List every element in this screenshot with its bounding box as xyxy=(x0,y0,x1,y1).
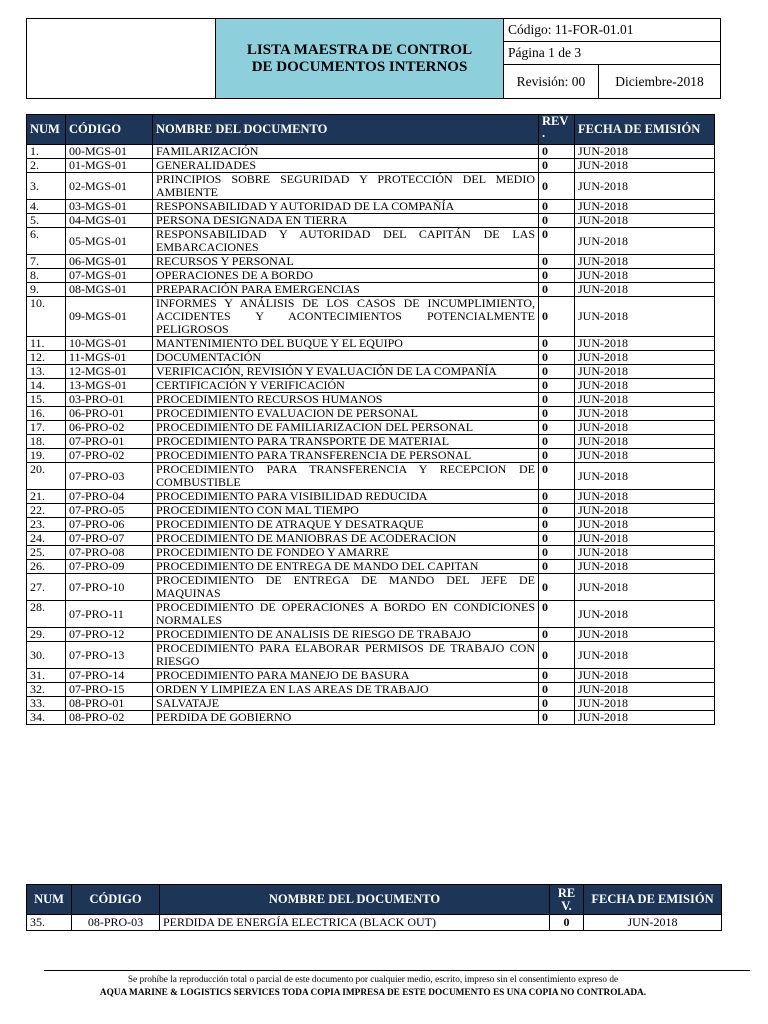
cell-num: 4. xyxy=(27,200,66,214)
column-header-rev xyxy=(550,885,584,915)
column-header-rev-text: REV . xyxy=(542,114,569,140)
cell-num: 24. xyxy=(27,532,66,546)
cell-date: JUN-2018 xyxy=(575,159,715,173)
cell-rev: 0 xyxy=(539,159,575,173)
table-row xyxy=(27,421,715,435)
table-row xyxy=(27,159,715,173)
cell-num: 21. xyxy=(27,490,66,504)
cell-date: JUN-2018 xyxy=(575,269,715,283)
document-title xyxy=(216,19,504,99)
cell-rev: 0 xyxy=(539,711,575,725)
revision-number: Revisión: 00 xyxy=(504,65,599,99)
table-row xyxy=(27,711,715,725)
cell-code: 11-MGS-01 xyxy=(66,351,153,365)
cell-date: JUN-2018 xyxy=(575,379,715,393)
cell-name: PERSONA DESIGNADA EN TIERRA xyxy=(153,214,539,228)
table-row xyxy=(27,518,715,532)
cell-rev: 0 xyxy=(539,683,575,697)
table-row xyxy=(27,697,715,711)
cell-date: JUN-2018 xyxy=(575,200,715,214)
table-row xyxy=(27,504,715,518)
table-row xyxy=(27,351,715,365)
cell-code: 06-PRO-01 xyxy=(66,407,153,421)
cell-code: 08-MGS-01 xyxy=(66,283,153,297)
cell-code: 07-PRO-07 xyxy=(66,532,153,546)
cell-name: PROCEDIMIENTO PARA VISIBILIDAD REDUCIDA xyxy=(153,490,539,504)
cell-rev: 0 xyxy=(539,379,575,393)
cell-date: JUN-2018 xyxy=(575,393,715,407)
cell-name: PROCEDIMIENTO DE ANALISIS DE RIESGO DE TRABAJO xyxy=(153,628,539,642)
cell-date: JUN-2018 xyxy=(575,669,715,683)
table-row xyxy=(27,669,715,683)
cell-date: JUN-2018 xyxy=(584,915,722,931)
cell-code: 01-MGS-01 xyxy=(66,159,153,173)
footer-divider xyxy=(44,970,750,971)
cell-num: 15. xyxy=(27,393,66,407)
table-row xyxy=(27,532,715,546)
cell-name: PROCEDIMIENTO PARA TRANSFERENCIA DE PERSONAL xyxy=(153,449,539,463)
cell-name: PROCEDIMIENTO DE FAMILIARIZACION DEL PERSONAL xyxy=(153,421,539,435)
cell-code: 03-MGS-01 xyxy=(66,200,153,214)
cell-date: JUN-2018 xyxy=(575,297,715,337)
cell-date: JUN-2018 xyxy=(575,228,715,255)
cell-date: JUN-2018 xyxy=(575,337,715,351)
documents-table xyxy=(26,114,715,725)
cell-name: PROCEDIMIENTO DE MANIOBRAS DE ACODERACION xyxy=(153,532,539,546)
cell-num: 11. xyxy=(27,337,66,351)
cell-num: 14. xyxy=(27,379,66,393)
cell-num: 23. xyxy=(27,518,66,532)
cell-num: 10. xyxy=(27,297,66,337)
cell-code: 03-PRO-01 xyxy=(66,393,153,407)
cell-date: JUN-2018 xyxy=(575,628,715,642)
cell-name: PREPARACIÓN PARA EMERGENCIAS xyxy=(153,283,539,297)
table-row xyxy=(27,490,715,504)
cell-name: INFORMES Y ANÁLISIS DE LOS CASOS DE INCUMPLIMIENTO, ACCIDENTES Y ACONTECIMIENTOS POTENCIALMENTE PELIGROSOS xyxy=(153,297,539,337)
cell-num: 2. xyxy=(27,159,66,173)
cell-name: RECURSOS Y PERSONAL xyxy=(153,255,539,269)
cell-date: JUN-2018 xyxy=(575,421,715,435)
cell-date: JUN-2018 xyxy=(575,173,715,200)
cell-rev: 0 xyxy=(539,560,575,574)
cell-date: JUN-2018 xyxy=(575,532,715,546)
cell-num: 7. xyxy=(27,255,66,269)
cell-num: 33. xyxy=(27,697,66,711)
document-header xyxy=(26,18,721,99)
cell-code: 10-MGS-01 xyxy=(66,337,153,351)
cell-date: JUN-2018 xyxy=(575,504,715,518)
cell-rev: 0 xyxy=(539,269,575,283)
cell-name: PROCEDIMIENTO CON MAL TIEMPO xyxy=(153,504,539,518)
cell-name: PERDIDA DE GOBIERNO xyxy=(153,711,539,725)
cell-rev: 0 xyxy=(539,173,575,200)
cell-num: 5. xyxy=(27,214,66,228)
cell-name: PROCEDIMIENTO PARA ELABORAR PERMISOS DE TRABAJO CON RIESGO xyxy=(153,642,539,669)
cell-date: JUN-2018 xyxy=(575,642,715,669)
cell-name: OPERACIONES DE A BORDO xyxy=(153,269,539,283)
cell-rev: 0 xyxy=(539,697,575,711)
cell-name: PROCEDIMIENTO PARA TRANSPORTE DE MATERIAL xyxy=(153,435,539,449)
cell-rev: 0 xyxy=(539,407,575,421)
column-header-code: CÓDIGO xyxy=(66,115,153,145)
documents-table-continued-body xyxy=(27,915,722,931)
page-number: Página 1 de 3 xyxy=(504,42,721,65)
cell-date: JUN-2018 xyxy=(575,283,715,297)
cell-name: RESPONSABILIDAD Y AUTORIDAD DE LA COMPAÑÍA xyxy=(153,200,539,214)
cell-date: JUN-2018 xyxy=(575,214,715,228)
cell-code: 07-PRO-05 xyxy=(66,504,153,518)
cell-code: 08-PRO-01 xyxy=(66,697,153,711)
cell-date: JUN-2018 xyxy=(575,407,715,421)
cell-code: 00-MGS-01 xyxy=(66,145,153,159)
cell-date: JUN-2018 xyxy=(575,560,715,574)
cell-num: 6. xyxy=(27,228,66,255)
cell-name: PROCEDIMIENTO EVALUACION DE PERSONAL xyxy=(153,407,539,421)
table-row xyxy=(27,601,715,628)
cell-rev: 0 xyxy=(539,145,575,159)
table-row xyxy=(27,546,715,560)
cell-name: PERDIDA DE ENERGÍA ELECTRICA (BLACK OUT) xyxy=(160,915,550,931)
table-row xyxy=(27,228,715,255)
cell-code: 07-PRO-06 xyxy=(66,518,153,532)
cell-date: JUN-2018 xyxy=(575,601,715,628)
cell-date: JUN-2018 xyxy=(575,365,715,379)
cell-num: 31. xyxy=(27,669,66,683)
cell-date: JUN-2018 xyxy=(575,574,715,601)
cell-rev: 0 xyxy=(539,546,575,560)
cell-date: JUN-2018 xyxy=(575,490,715,504)
column-header-num: NUM xyxy=(27,885,72,915)
cell-code: 13-MGS-01 xyxy=(66,379,153,393)
table-row xyxy=(27,214,715,228)
cell-code: 07-PRO-13 xyxy=(66,642,153,669)
cell-date: JUN-2018 xyxy=(575,518,715,532)
cell-num: 32. xyxy=(27,683,66,697)
footer-notice: Se prohíbe la reproducción total o parcial de este documento por cualquier medio, escrito, impreso sin el consentimiento expreso de xyxy=(127,975,619,985)
cell-name: PROCEDIMIENTO DE ENTREGA DE MANDO DEL JEFE DE MAQUINAS xyxy=(153,574,539,601)
cell-num: 34. xyxy=(27,711,66,725)
cell-rev: 0 xyxy=(539,642,575,669)
cell-name: CERTIFICACIÓN Y VERIFICACIÓN xyxy=(153,379,539,393)
cell-name: VERIFICACIÓN, REVISIÓN Y EVALUACIÓN DE LA COMPAÑÍA xyxy=(153,365,539,379)
cell-code: 07-PRO-12 xyxy=(66,628,153,642)
cell-date: JUN-2018 xyxy=(575,449,715,463)
cell-rev: 0 xyxy=(539,628,575,642)
cell-date: JUN-2018 xyxy=(575,255,715,269)
cell-code: 07-MGS-01 xyxy=(66,269,153,283)
cell-num: 12. xyxy=(27,351,66,365)
cell-date: JUN-2018 xyxy=(575,145,715,159)
cell-num: 16. xyxy=(27,407,66,421)
cell-code: 05-MGS-01 xyxy=(66,228,153,255)
cell-num: 22. xyxy=(27,504,66,518)
cell-num: 30. xyxy=(27,642,66,669)
revision-date: Diciembre-2018 xyxy=(599,65,721,99)
column-header-rev xyxy=(539,115,575,145)
cell-code: 02-MGS-01 xyxy=(66,173,153,200)
table-row xyxy=(27,365,715,379)
cell-num: 26. xyxy=(27,560,66,574)
footer-copy-notice: AQUA MARINE & LOGISTICS SERVICES TODA COPIA IMPRESA DE ESTE DOCUMENTO ES UNA COPIA NO CONTROLADA. xyxy=(99,988,647,998)
documents-table-continued xyxy=(26,884,722,931)
cell-code: 07-PRO-14 xyxy=(66,669,153,683)
cell-name: PROCEDIMIENTO DE ENTREGA DE MANDO DEL CAPITAN xyxy=(153,560,539,574)
table-row xyxy=(27,283,715,297)
table-row xyxy=(27,463,715,490)
table-row xyxy=(27,393,715,407)
column-header-code: CÓDIGO xyxy=(72,885,160,915)
cell-code: 07-PRO-01 xyxy=(66,435,153,449)
cell-name: PROCEDIMIENTO DE FONDEO Y AMARRE xyxy=(153,546,539,560)
cell-code: 07-PRO-11 xyxy=(66,601,153,628)
cell-date: JUN-2018 xyxy=(575,546,715,560)
table-row xyxy=(27,255,715,269)
cell-rev: 0 xyxy=(539,228,575,255)
table-row xyxy=(27,269,715,283)
cell-rev: 0 xyxy=(539,601,575,628)
cell-name: RESPONSABILIDAD Y AUTORIDAD DEL CAPITÁN DE LAS EMBARCACIONES xyxy=(153,228,539,255)
cell-name: PRINCIPIOS SOBRE SEGURIDAD Y PROTECCIÓN DEL MEDIO AMBIENTE xyxy=(153,173,539,200)
cell-num: 8. xyxy=(27,269,66,283)
cell-num: 27. xyxy=(27,574,66,601)
cell-date: JUN-2018 xyxy=(575,435,715,449)
cell-code: 07-PRO-10 xyxy=(66,574,153,601)
logo-area xyxy=(27,19,216,99)
cell-rev: 0 xyxy=(539,283,575,297)
cell-rev: 0 xyxy=(539,351,575,365)
cell-code: 08-PRO-02 xyxy=(66,711,153,725)
cell-rev: 0 xyxy=(539,393,575,407)
column-header-name: NOMBRE DEL DOCUMENTO xyxy=(153,115,539,145)
cell-rev: 0 xyxy=(539,669,575,683)
cell-name: PROCEDIMIENTO DE OPERACIONES A BORDO EN CONDICIONES NORMALES xyxy=(153,601,539,628)
table-row xyxy=(27,145,715,159)
cell-code: 06-MGS-01 xyxy=(66,255,153,269)
table-row xyxy=(27,200,715,214)
table-row xyxy=(27,297,715,337)
document-code: Código: 11-FOR-01.01 xyxy=(504,19,721,42)
table-row xyxy=(27,915,722,931)
cell-num: 17. xyxy=(27,421,66,435)
cell-rev: 0 xyxy=(539,518,575,532)
table-row xyxy=(27,435,715,449)
cell-num: 35. xyxy=(27,915,72,931)
column-header-date: FECHA DE EMISIÓN xyxy=(575,115,715,145)
cell-name: PROCEDIMIENTO DE ATRAQUE Y DESATRAQUE xyxy=(153,518,539,532)
cell-code: 07-PRO-03 xyxy=(66,463,153,490)
cell-rev: 0 xyxy=(539,337,575,351)
cell-rev: 0 xyxy=(539,200,575,214)
cell-name: DOCUMENTACIÓN xyxy=(153,351,539,365)
cell-name: PROCEDIMIENTO PARA TRANSFERENCIA Y RECEPCION DE COMBUSTIBLE xyxy=(153,463,539,490)
cell-rev: 0 xyxy=(539,574,575,601)
table-row xyxy=(27,379,715,393)
table-row xyxy=(27,173,715,200)
cell-code: 06-PRO-02 xyxy=(66,421,153,435)
cell-num: 25. xyxy=(27,546,66,560)
cell-code: 12-MGS-01 xyxy=(66,365,153,379)
cell-rev: 0 xyxy=(539,490,575,504)
cell-rev: 0 xyxy=(539,504,575,518)
cell-rev: 0 xyxy=(539,449,575,463)
cell-name: PROCEDIMIENTO PARA MANEJO DE BASURA xyxy=(153,669,539,683)
table-row xyxy=(27,407,715,421)
cell-date: JUN-2018 xyxy=(575,351,715,365)
cell-rev: 0 xyxy=(539,463,575,490)
cell-name: MANTENIMIENTO DEL BUQUE Y EL EQUIPO xyxy=(153,337,539,351)
column-header-date: FECHA DE EMISIÓN xyxy=(584,885,722,915)
cell-date: JUN-2018 xyxy=(575,683,715,697)
table-row xyxy=(27,560,715,574)
cell-code: 07-PRO-08 xyxy=(66,546,153,560)
cell-num: 19. xyxy=(27,449,66,463)
title-line-2: DE DOCUMENTOS INTERNOS xyxy=(251,58,468,75)
cell-date: JUN-2018 xyxy=(575,463,715,490)
cell-code: 09-MGS-01 xyxy=(66,297,153,337)
cell-num: 13. xyxy=(27,365,66,379)
cell-num: 1. xyxy=(27,145,66,159)
table-row xyxy=(27,449,715,463)
cell-num: 28. xyxy=(27,601,66,628)
cell-code: 07-PRO-04 xyxy=(66,490,153,504)
cell-code: 08-PRO-03 xyxy=(72,915,160,931)
column-header-rev-text: RE V. xyxy=(557,885,576,913)
cell-code: 07-PRO-02 xyxy=(66,449,153,463)
column-header-num: NUM xyxy=(27,115,66,145)
title-line-1: LISTA MAESTRA DE CONTROL xyxy=(246,41,473,58)
column-header-name: NOMBRE DEL DOCUMENTO xyxy=(160,885,550,915)
cell-rev: 0 xyxy=(539,297,575,337)
cell-num: 9. xyxy=(27,283,66,297)
cell-code: 04-MGS-01 xyxy=(66,214,153,228)
documents-table-body xyxy=(27,145,715,725)
cell-rev: 0 xyxy=(539,214,575,228)
cell-code: 07-PRO-15 xyxy=(66,683,153,697)
cell-rev: 0 xyxy=(539,255,575,269)
cell-name: ORDEN Y LIMPIEZA EN LAS AREAS DE TRABAJO xyxy=(153,683,539,697)
cell-rev: 0 xyxy=(539,421,575,435)
cell-rev: 0 xyxy=(539,365,575,379)
table-row xyxy=(27,574,715,601)
cell-num: 29. xyxy=(27,628,66,642)
table-row xyxy=(27,642,715,669)
table-row xyxy=(27,683,715,697)
cell-num: 20. xyxy=(27,463,66,490)
cell-rev: 0 xyxy=(550,915,584,931)
cell-rev: 0 xyxy=(539,532,575,546)
cell-name: SALVATAJE xyxy=(153,697,539,711)
cell-code: 07-PRO-09 xyxy=(66,560,153,574)
cell-name: GENERALIDADES xyxy=(153,159,539,173)
cell-date: JUN-2018 xyxy=(575,697,715,711)
table-row xyxy=(27,628,715,642)
cell-rev: 0 xyxy=(539,435,575,449)
table-row xyxy=(27,337,715,351)
cell-name: FAMILARIZACIÓN xyxy=(153,145,539,159)
cell-name: PROCEDIMIENTO RECURSOS HUMANOS xyxy=(153,393,539,407)
cell-num: 3. xyxy=(27,173,66,200)
cell-date: JUN-2018 xyxy=(575,711,715,725)
cell-num: 18. xyxy=(27,435,66,449)
